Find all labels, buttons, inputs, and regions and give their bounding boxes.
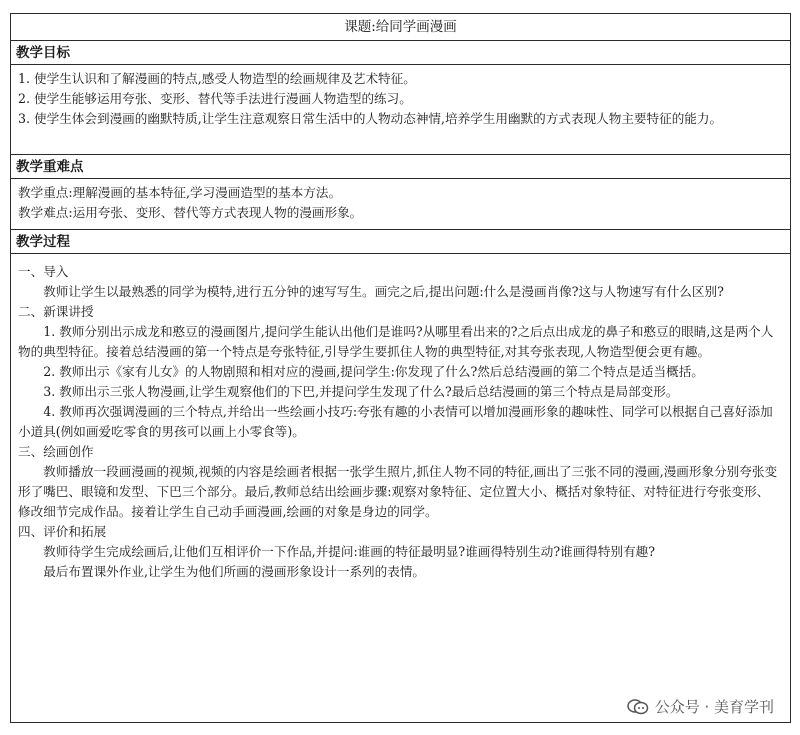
wechat-official-account-icon xyxy=(627,698,649,716)
part2-title: 二、新课讲授 xyxy=(18,304,94,319)
teaching-focus: 教学重点:理解漫画的基本特征,学习漫画造型的基本方法。 xyxy=(18,185,342,200)
part4-title: 四、评价和拓展 xyxy=(18,524,107,539)
part2-item: 1. 教师分别出示成龙和憨豆的漫画图片,提问学生能认出他们是谁吗?从哪里看出来的?之后点出成龙的鼻子和憨豆的眼睛,这是两个人物的典型特征。接着总结漫画的第一个特点是夸张特征,引导学生要抓住人物的典型特征,对其夸张表现,人物造型便会更有趣。 xyxy=(18,324,774,359)
part1-title: 一、导入 xyxy=(18,264,69,279)
objective-item: 3. 使学生体会到漫画的幽默特质,让学生注意观察日常生活中的人物动态神情,培养学生用幽默的方式表现人物主要特征的能力。 xyxy=(18,111,723,126)
teaching-difficulty: 教学难点:运用夸张、变形、替代等方式表现人物的漫画形象。 xyxy=(18,205,363,220)
part3-text: 教师播放一段画漫画的视频,视频的内容是绘画者根据一张学生照片,抓住人物不同的特征,画出了三张不同的漫画,漫画形象分别夸张变形了嘴巴、眼镜和发型、下巴三个部分。最后,教师总结出绘画步骤:观察对象特征、定位置大小、概括对象特征、对特征进行夸张变形、修改细节完成作品。接着让学生自己动手画漫画,绘画的对象是身边的同学。 xyxy=(18,464,778,519)
objectives-body xyxy=(11,65,790,155)
objective-item: 1. 使学生认识和了解漫画的特点,感受人物造型的绘画规律及艺术特征。 xyxy=(18,71,416,86)
key-points-heading: 教学重难点 xyxy=(11,155,790,179)
key-points-body xyxy=(11,179,790,230)
process-body xyxy=(11,254,790,586)
watermark xyxy=(623,694,778,719)
part2-item: 3. 教师出示三张人物漫画,让学生观察他们的下巴,并提问学生发现了什么?最后总结漫画的第三个特点是局部变形。 xyxy=(43,384,679,399)
lesson-plan-table xyxy=(10,13,791,723)
part1-text: 教师让学生以最熟悉的同学为模特,进行五分钟的速写写生。画完之后,提出问题:什么是漫画肖像?这与人物速写有什么区别? xyxy=(43,284,724,299)
objectives-heading: 教学目标 xyxy=(11,41,790,65)
part4-text: 教师待学生完成绘画后,让他们互相评价一下作品,并提问:谁画的特征最明显?谁画得特别生动?谁画得特别有趣? xyxy=(43,544,656,559)
objective-item: 2. 使学生能够运用夸张、变形、替代等手法进行漫画人物造型的练习。 xyxy=(18,91,412,106)
watermark-text: 公众号 · 美育学刊 xyxy=(654,698,774,716)
part4-homework: 最后布置课外作业,让学生为他们所画的漫画形象设计一系列的表情。 xyxy=(43,564,426,579)
process-heading: 教学过程 xyxy=(11,230,790,254)
part3-title: 三、绘画创作 xyxy=(18,444,94,459)
part2-item: 4. 教师再次强调漫画的三个特点,并给出一些绘画小技巧:夸张有趣的小表情可以增加漫画形象的趣味性、同学可以根据自己喜好添加小道具(例如画爱吃零食的男孩可以画上小零食等)。 xyxy=(18,404,773,439)
lesson-title: 课题:给同学画漫画 xyxy=(11,14,790,41)
part2-item: 2. 教师出示《家有儿女》的人物剧照和相对应的漫画,提问学生:你发现了什么?然后总结漫画的第二个特点是适当概括。 xyxy=(43,364,704,379)
